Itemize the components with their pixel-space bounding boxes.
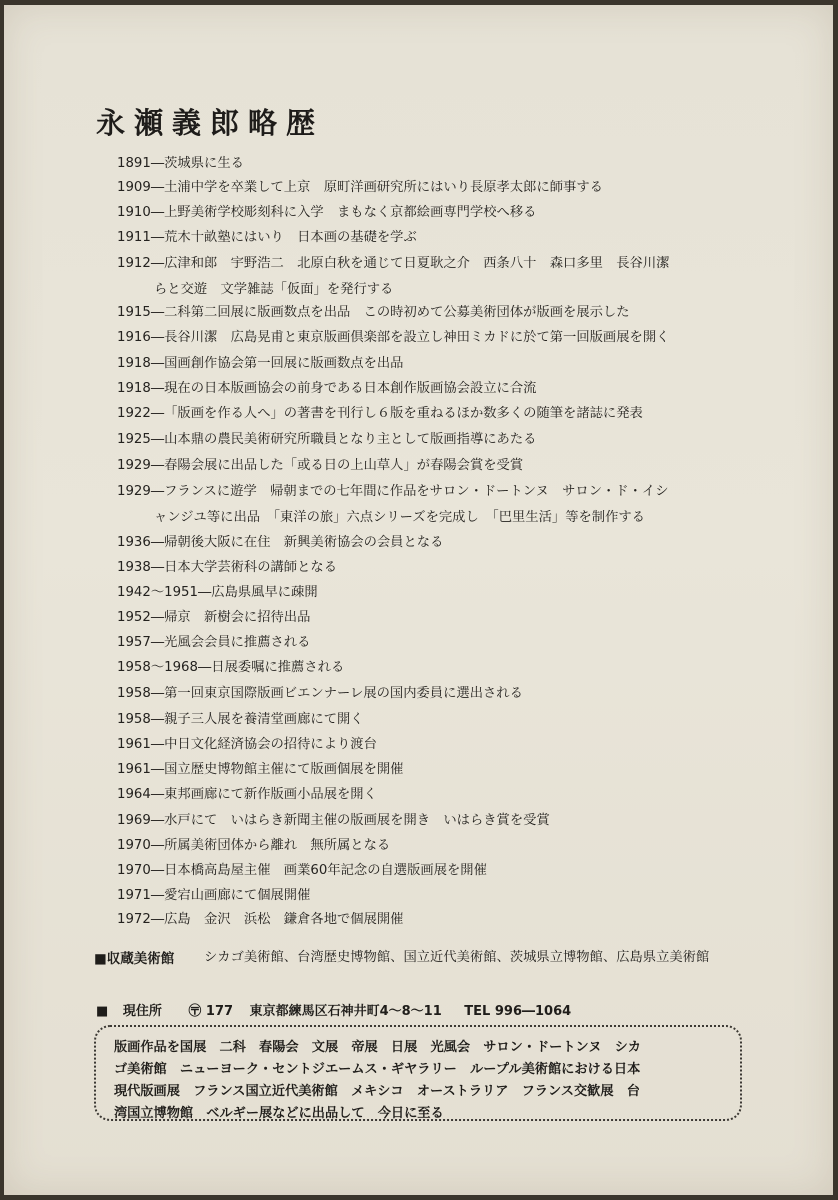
biography-entry <box>117 888 310 904</box>
biography-entry <box>117 432 536 448</box>
document-page <box>4 5 833 1195</box>
biography-entry-text: 1936―帰朝後大阪に在住 新興美術協会の会員となる <box>117 535 444 550</box>
biography-entry <box>117 635 310 651</box>
exhibitions-box <box>94 1025 742 1121</box>
biography-entry <box>117 660 344 676</box>
biography-entry-text: 1912―広津和郎 宇野浩二 北原白秋を通じて日夏耿之介 西条八十 森口多里 長谷川潔 <box>117 256 670 271</box>
address-tel: TEL 996―1064 <box>464 1004 572 1019</box>
biography-entry-text: 1952―帰京 新樹会に招待出品 <box>117 610 311 625</box>
collection-text: シカゴ美術館、台湾歴史博物館、国立近代美術館、茨城県立博物館、広島県立美術館 <box>204 950 710 965</box>
biography-entry-text: 1918―国画創作協会第一回展に版画数点を出品 <box>117 356 404 371</box>
biography-entry <box>117 737 377 753</box>
biography-entry-text: 1957―光風会会員に推薦される <box>117 635 311 650</box>
biography-entry <box>117 330 669 346</box>
biography-entry <box>117 230 417 246</box>
biography-entry <box>117 381 536 397</box>
biography-entry <box>117 256 670 297</box>
biography-entry <box>117 205 536 221</box>
biography-entry <box>117 560 337 576</box>
biography-entry-text: 1958～1968―日展委嘱に推薦される <box>117 660 345 675</box>
biography-entry-continuation: ャンジユ等に出品 「東洋の旅」六点シリーズを完成し 「巴里生活」等を制作する <box>154 510 645 525</box>
biography-entry <box>117 156 244 172</box>
biography-entry-text: 1970―所属美術団体から離れ 無所属となる <box>117 838 391 853</box>
biography-entry <box>117 484 669 525</box>
biography-entry-text: 1972―広島 金沢 浜松 鎌倉各地で個展開催 <box>117 912 404 927</box>
biography-entry-text: 1911―荒木十畝塾にはいり 日本画の基礎を学ぶ <box>117 230 417 245</box>
biography-entry-text: 1970―日本橋高島屋主催 画業60年記念の自選版画展を開催 <box>117 863 487 878</box>
page-title: 永瀬義郎略歴 <box>96 106 325 140</box>
biography-entry-text: 1961―中日文化経済協会の招待により渡台 <box>117 737 377 752</box>
biography-entry-text: 1916―長谷川潔 広島晃甫と東京版画倶楽部を設立し神田ミカドに於て第一回版画展を開く <box>117 330 670 345</box>
biography-entry <box>117 305 630 321</box>
exhibitions-line: 湾国立博物館 ベルギー展などに出品して 今日に至る <box>114 1106 444 1121</box>
biography-entry-text: 1958―親子三人展を養清堂画廊にて開く <box>117 712 364 727</box>
exhibitions-line: 現代版画展 フランス国立近代美術館 メキシコ オーストラリア フランス交歓展 台 <box>114 1084 640 1099</box>
biography-entry-text: 1909―土浦中学を卒業して上京 原町洋画研究所にはいり長原孝太郎に師事する <box>117 180 603 195</box>
biography-entry <box>117 535 443 551</box>
biography-entry <box>117 787 377 803</box>
biography-entry <box>117 838 390 854</box>
exhibitions-line: 版画作品を国展 二科 春陽会 文展 帝展 日展 光風会 サロン・ドートンヌ シカ <box>114 1040 641 1055</box>
biography-entry-text: 1929―春陽会展に出品した「或る日の上山草人」が春陽会賞を受賞 <box>117 458 524 473</box>
biography-entry-text: 1958―第一回東京国際版画ビエンナーレ展の国内委員に選出される <box>117 686 523 701</box>
address-label: 現住所 <box>122 1004 162 1019</box>
biography-entry <box>117 458 523 474</box>
biography-entry-text: 1938―日本大学芸術科の講師となる <box>117 560 337 575</box>
collection-label: ■収蔵美術館 <box>94 951 175 967</box>
biography-entry <box>117 813 550 829</box>
biography-entry <box>117 912 403 928</box>
biography-entry-text: 1891―茨城県に生る <box>117 156 244 171</box>
biography-entry-text: 1961―国立歴史博物館主催にて版画個展を開催 <box>117 762 404 777</box>
biography-entry-text: 1910―上野美術学校彫刻科に入学 まもなく京都絵画専門学校へ移る <box>117 205 537 220</box>
biography-entry <box>117 585 318 601</box>
biography-entry-text: 1925―山本鼎の農民美術研究所職員となり主として版画指導にあたる <box>117 432 537 447</box>
biography-entry-text: 1915―二科第二回展に版画数点を出品 この時初めて公募美術団体が版画を展示した <box>117 305 630 320</box>
biography-entry <box>117 610 310 626</box>
exhibitions-line: ゴ美術館 ニューヨーク・セントジエームス・ギヤラリー ループル美術館における日本 <box>114 1062 641 1077</box>
biography-entry-text: 1964―東邦画廊にて新作版画小品展を開く <box>117 787 377 802</box>
biography-entry <box>117 863 487 879</box>
address-zip: 〶 177 <box>188 1004 234 1019</box>
exhibitions-text <box>114 1037 641 1125</box>
address-street: 東京都練馬区石神井町4～8～11 <box>249 1004 442 1019</box>
address-marker: ■ <box>96 1004 109 1019</box>
biography-entry <box>117 712 364 728</box>
biography-entry-text: 1942～1951―広島県風早に疎開 <box>117 585 318 600</box>
biography-entry <box>117 686 523 702</box>
biography-list <box>4 5 838 945</box>
biography-entry <box>117 762 403 778</box>
biography-entry-text: 1922―「版画を作る人へ」の著書を刊行し６版を重ねるほか数多くの随筆を諸誌に発表 <box>117 406 643 421</box>
biography-entry <box>117 406 643 422</box>
biography-entry-text: 1929―フランスに遊学 帰朝までの七年間に作品をサロン・ドートンヌ サロン・ド・イシ <box>117 484 669 499</box>
address-line <box>96 1000 571 1019</box>
biography-entry-continuation: らと交遊 文学雑誌「仮面」を発行する <box>154 282 394 297</box>
biography-entry-text: 1918―現在の日本版画協会の前身である日本創作版画協会設立に合流 <box>117 381 537 396</box>
biography-entry-text: 1971―愛宕山画廊にて個展開催 <box>117 888 311 903</box>
biography-entry <box>117 180 603 196</box>
biography-entry-text: 1969―水戸にて いはらき新聞主催の版画展を開き いはらき賞を受賞 <box>117 813 550 828</box>
biography-entry <box>117 356 403 372</box>
